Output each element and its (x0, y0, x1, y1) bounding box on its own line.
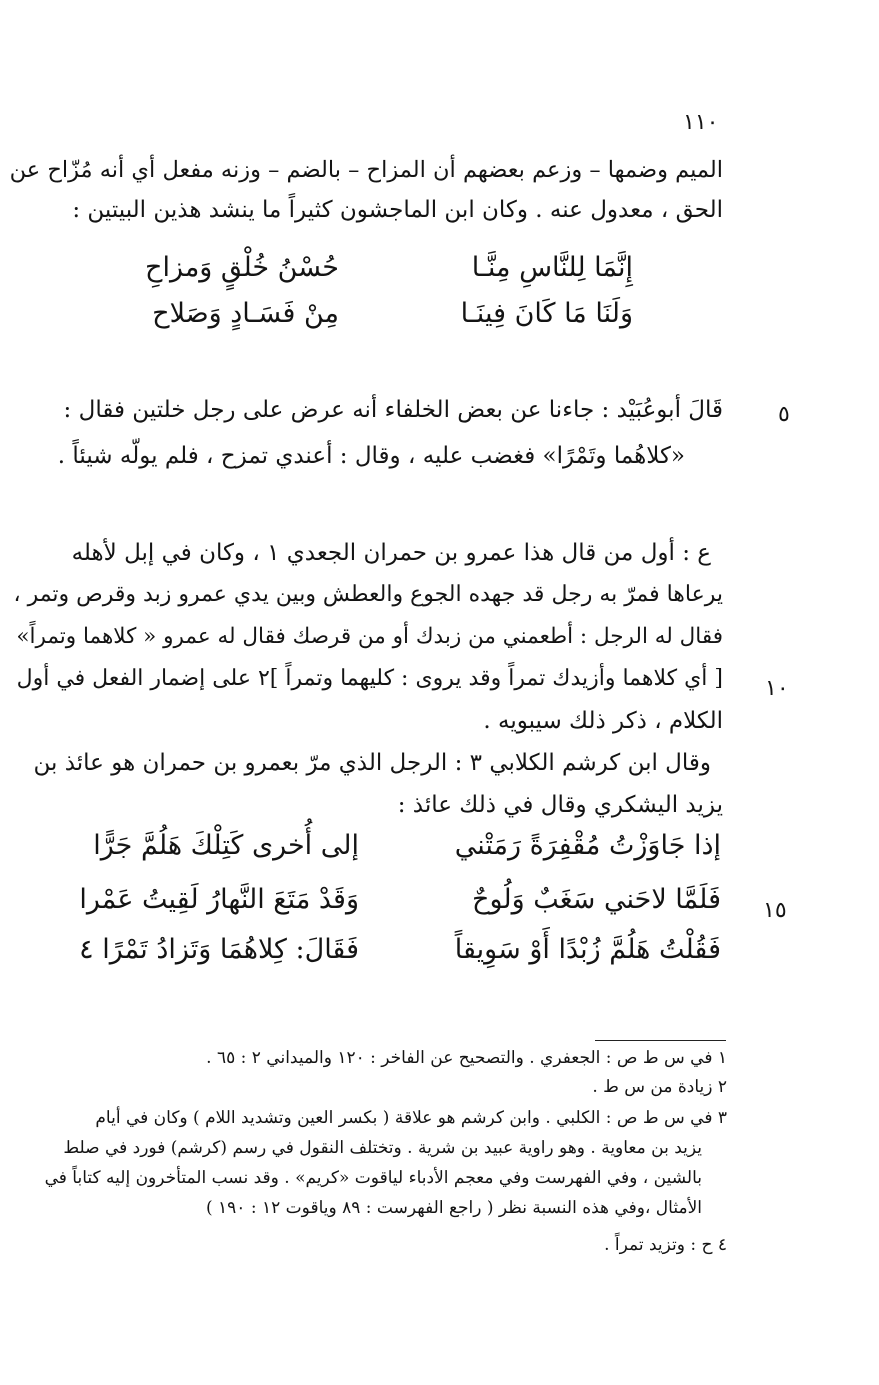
verse-hemistich-first: فَلَمَّا لاحَني سَغَبٌ وَلُوحٌ (472, 884, 721, 915)
footnote: ١ في س ط ص : الجعفري . والتصحيح عن الفاخر : ١٢٠ والميداني ٢ : ٦٥ . (206, 1048, 727, 1068)
line-number: ٥ (778, 402, 790, 427)
verse-hemistich-second: فَقَالَ: كِلاهُمَا وَتَزادُ تَمْرًا ٤ (79, 934, 359, 965)
text-line: «كلاهُما وتَمْرًا» فغضب عليه ، وقال : أعندي تمزح ، فلم يولّه شيئاً . (57, 443, 685, 469)
text-line: يزيد اليشكري وقال في ذلك عائذ : (397, 792, 723, 818)
line-number: ١٠ (765, 676, 789, 701)
verse-hemistich-second: حُسْنُ خُلْقٍ وَمزاحِ (145, 252, 339, 283)
verse-hemistich-first: فَقُلْتُ هَلُمَّ زُبْدًا أَوْ سَوِيقاً (454, 934, 721, 965)
text-line: [ أي كلاهما وأزيدك تمراً وقد يروى : كليهما وتمراً ]٢ على إضمار الفعل في أول (16, 666, 723, 691)
line-number: ١٥ (763, 898, 787, 923)
text-line: وقال ابن كرشم الكلابي ٣ : الرجل الذي مرّ بعمرو بن حمران هو عائذ بن (33, 750, 711, 776)
page-number: ١١٠ (683, 110, 719, 135)
verse-hemistich-first: إِنَّمَا لِلنَّاسِ مِنَّـا (471, 252, 633, 283)
verse-hemistich-second: مِنْ فَسَـادٍ وَصَلاح (152, 298, 339, 329)
text-line: يرعاها فمرّ به رجل قد جهده الجوع والعطش وبين يدي عمرو زبد وقرص وتمر ، (13, 582, 723, 607)
footnote: الأمثال ،وفي هذه النسبة نظر ( راجع الفهرست : ٨٩ وياقوت ١٢ : ١٩٠ ) (206, 1198, 702, 1218)
footnote: ٤ ح : وتزيد تمراً . (604, 1235, 727, 1255)
verse-hemistich-first: إذا جَاوَزْتُ مُقْفِرَةً رَمَتْني (454, 830, 721, 861)
footnote: بالشين ، وفي الفهرست وفي معجم الأدباء لياقوت «كريم» . وقد نسب المتأخرون إليه كتاباً في (44, 1168, 702, 1188)
footnote: ٣ في س ط ص : الكلبي . وابن كرشم هو علاقة ( بكسر العين وتشديد اللام ) وكان في أيام (95, 1108, 727, 1128)
verse-hemistich-first: وَلَنَا مَا كَانَ فِينَـا (460, 298, 633, 329)
footnote-divider (595, 1040, 726, 1041)
text-line: الحق ، معدول عنه . وكان ابن الماجشون كثيراً ما ينشد هذين البيتين : (72, 197, 723, 223)
text-line: فقال له الرجل : أطعمني من زبدك أو من قرصك فقال له عمرو « كلاهما وتمراً» (16, 624, 723, 649)
footnote: يزيد بن معاوية . وهو راوية عبيد بن شرية . وتختلف النقول في رسم (كرشم) فورد في صلط (63, 1138, 702, 1158)
footnote: ٢ زيادة من س ط . (592, 1077, 727, 1097)
verse-hemistich-second: إلى أُخرى كَتِلْكَ هَلُمَّ جَرًّا (93, 830, 359, 861)
verse-hemistich-second: وَقَدْ مَتَعَ النَّهارُ لَقِيتُ عَمْرا (79, 884, 359, 915)
text-line: ع : أول من قال هذا عمرو بن حمران الجعدي ١ ، وكان في إبل لأهله (71, 540, 711, 566)
text-line: قَالَ أبوعُبَيْد : جاءنا عن بعض الخلفاء أنه عرض على رجل خلتين فقال : (63, 397, 723, 423)
text-line: الكلام ، ذكر ذلك سيبويه . (483, 708, 723, 734)
text-line: الميم وضمها – وزعم بعضهم أن المزاح – بالضم – وزنه مفعل أي أنه مُزّاح عن (9, 157, 723, 183)
